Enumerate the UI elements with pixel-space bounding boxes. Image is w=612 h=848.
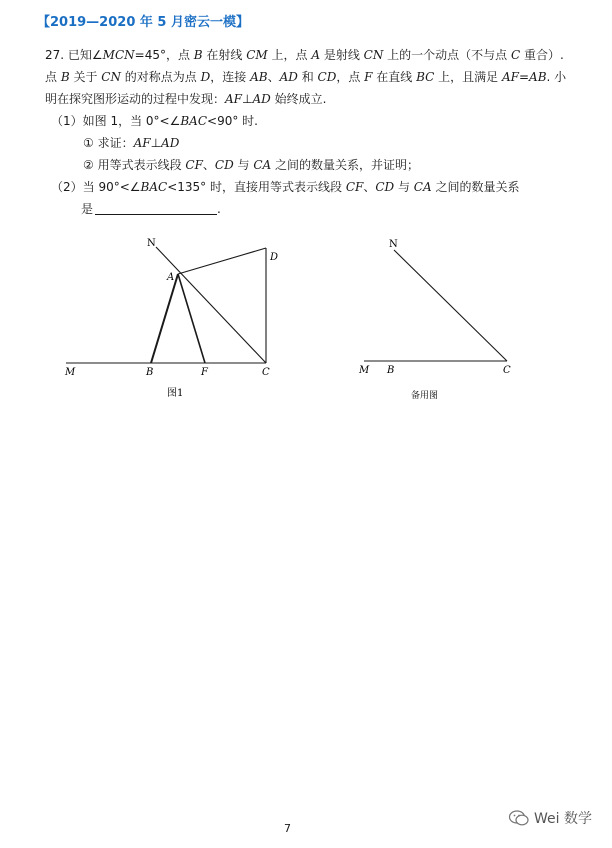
label-c: C <box>262 367 270 378</box>
label-m: M <box>65 367 76 378</box>
label-n: N <box>147 238 156 249</box>
problem-27 <box>45 44 590 220</box>
watermark <box>508 808 592 828</box>
label-d: D <box>270 252 279 263</box>
figure-1-caption: 图1 <box>167 388 184 399</box>
figure-backup <box>350 232 530 407</box>
label-a: A <box>167 272 175 283</box>
label-f: F <box>201 367 208 378</box>
problem-line-3: 明在探究图形运动的过程中发现：AF⊥AD 始终成立. <box>45 92 327 106</box>
ray-cn <box>394 250 507 361</box>
source-header: 【2019—2020 年 5 月密云一模】 <box>37 15 249 30</box>
part-1: （1）如图 1，当 0°<∠BAC<90° 时. <box>51 114 258 128</box>
part-1-sub-2: ② 用等式表示线段 CF、CD 与 CA 之间的数量关系，并证明； <box>83 158 420 172</box>
label-b: B <box>146 367 154 378</box>
label-n: N <box>389 239 398 250</box>
label-m: M <box>359 365 370 376</box>
label-c: C <box>503 365 511 376</box>
problem-line-1: 27. 已知∠MCN=45°，点 B 在射线 CM 上，点 A 是射线 CN 上的一个动点（不与点 C 重合）. <box>45 48 564 62</box>
segment-af <box>178 274 205 363</box>
part-1-sub-1: ① 求证：AF⊥AD <box>83 136 180 150</box>
part-2-answer: 是 . <box>81 202 221 216</box>
label-b: B <box>387 365 395 376</box>
problem-line-2: 点 B 关于 CN 的对称点为点 D，连接 AB、AD 和 CD，点 F 在直线 BC 上，且满足 AF=AB. 小 <box>45 70 567 84</box>
segment-ad <box>178 248 266 274</box>
figure-backup-caption: 备用图 <box>411 391 439 401</box>
answer-blank <box>95 201 217 215</box>
wechat-icon <box>508 809 530 827</box>
part-2: （2）当 90°<∠BAC<135° 时，直接用等式表示线段 CF、CD 与 CA 之间的数量关系 <box>51 180 520 194</box>
page-number: 7 <box>284 822 291 835</box>
figure-1 <box>55 232 295 407</box>
watermark-text: Wei 数学 <box>534 811 592 827</box>
segment-ab <box>151 274 178 363</box>
